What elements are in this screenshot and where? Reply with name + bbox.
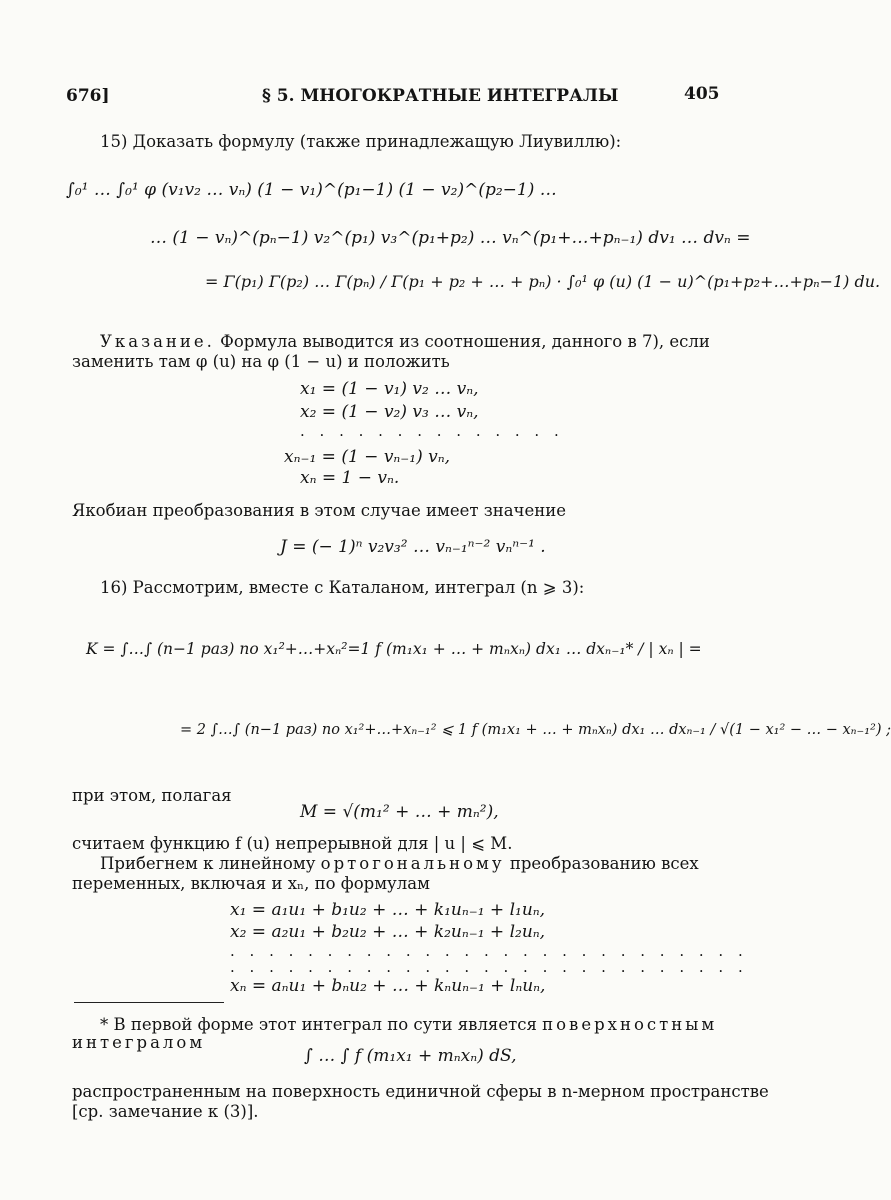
transform-dots-2: . . . . . . . . . . . . . . . . . . . . . . . . . . . — [230, 958, 748, 976]
footnote-formula: ∫ … ∫ f (m₁x₁ + mₙxₙ) dS, — [304, 1046, 517, 1066]
header-page-number: 405 — [684, 84, 720, 104]
para-text-spaced: ортогональному — [320, 854, 505, 873]
footnote-text-spaced: поверхностным — [542, 1015, 718, 1034]
hint-line-1 — [100, 331, 710, 353]
transform-eq-n: xₙ = aₙu₁ + bₙu₂ + … + kₙuₙ₋₁ + lₙuₙ, — [230, 976, 546, 996]
transform-dots-1: . . . . . . . . . . . . . . . . . . . . . . . . . . . — [230, 942, 748, 960]
footnote-line-2: интегралом — [72, 1033, 206, 1052]
catalan-integral-line-1: K = ∫…∫ (n−1 раз) по x₁²+…+xₙ²=1 f (m₁x₁ + … + mₙxₙ) dx₁ … dxₙ₋₁* / | xₙ | = — [86, 640, 702, 658]
footnote-text-a: * В первой форме этот интеграл по сути является — [100, 1015, 537, 1034]
continuity-text: считаем функцию f (u) непрерывной для | u | ⩽ M. — [72, 834, 513, 853]
liouville-formula-line-3: = Γ(p₁) Γ(p₂) … Γ(pₙ) / Γ(p₁ + p₂ + … + pₙ) · ∫₀¹ φ (u) (1 − u)^(p₁+p₂+…+pₙ−1) du. — [205, 272, 881, 291]
catalan-integral-line-2: = 2 ∫…∫ (n−1 раз) по x₁²+…+xₙ₋₁² ⩽ 1 f (m₁x₁ + … + mₙxₙ) dx₁ … dxₙ₋₁ / √(1 − x₁² − … − xₙ₋₁²) ; — [180, 722, 891, 738]
substitution-eq-3: xₙ₋₁ = (1 − vₙ₋₁) vₙ, — [284, 447, 451, 467]
orthogonal-paragraph-line-2: переменных, включая и xₙ, по формулам — [72, 874, 430, 893]
para-text-a: Прибегнем к линейному — [100, 854, 316, 873]
m-formula: M = √(m₁² + … + mₙ²), — [300, 802, 499, 822]
jacobian-text: Якобиан преобразования в этом случае имеет значение — [72, 501, 566, 520]
problem-16-intro: 16) Рассмотрим, вместе с Каталаном, интеграл (n ⩾ 3): — [100, 578, 585, 597]
header-section-number: 676] — [66, 86, 110, 106]
orthogonal-paragraph-line-1 — [100, 853, 699, 875]
para-text-b: преобразованию всех — [509, 854, 699, 873]
put-text: при этом, полагая — [72, 786, 232, 805]
substitution-eq-1: x₁ = (1 − v₁) v₂ … vₙ, — [300, 379, 479, 399]
liouville-formula-line-1: ∫₀¹ … ∫₀¹ φ (v₁v₂ … vₙ) (1 − v₁)^(p₁−1) (1 − v₂)^(p₂−1) … — [66, 180, 557, 200]
jacobian-formula: J = (− 1)ⁿ v₂v₃² … vₙ₋₁ⁿ⁻² vₙⁿ⁻¹ . — [280, 537, 546, 557]
liouville-formula-line-2: … (1 − vₙ)^(pₙ−1) v₂^(p₁) v₃^(p₁+p₂) … vₙ^(p₁+…+pₙ₋₁) dv₁ … dvₙ = — [150, 228, 751, 248]
footnote-line-4: [ср. замечание к (3)]. — [72, 1102, 259, 1121]
problem-15-intro: 15) Доказать формулу (также принадлежащую Лиувиллю): — [100, 132, 622, 151]
transform-eq-1: x₁ = a₁u₁ + b₁u₂ + … + k₁uₙ₋₁ + l₁uₙ, — [230, 900, 546, 920]
footnote-line-3: распространенным на поверхность единичной сферы в n-мерном пространстве — [72, 1082, 769, 1101]
hint-line-2: заменить там φ (u) на φ (1 − u) и положить — [72, 352, 450, 371]
header-chapter-title: § 5. МНОГОКРАТНЫЕ ИНТЕГРАЛЫ — [262, 86, 619, 106]
footnote-rule — [74, 1002, 224, 1003]
hint-text-1: Формула выводится из соотношения, данного в 7), если — [220, 332, 710, 351]
hint-label: Указание. — [100, 332, 215, 351]
transform-eq-2: x₂ = a₂u₁ + b₂u₂ + … + k₂uₙ₋₁ + l₂uₙ, — [230, 922, 546, 942]
substitution-dots: . . . . . . . . . . . . . . — [300, 422, 564, 440]
substitution-eq-4: xₙ = 1 − vₙ. — [300, 468, 400, 488]
substitution-eq-2: x₂ = (1 − v₂) v₃ … vₙ, — [300, 402, 479, 422]
